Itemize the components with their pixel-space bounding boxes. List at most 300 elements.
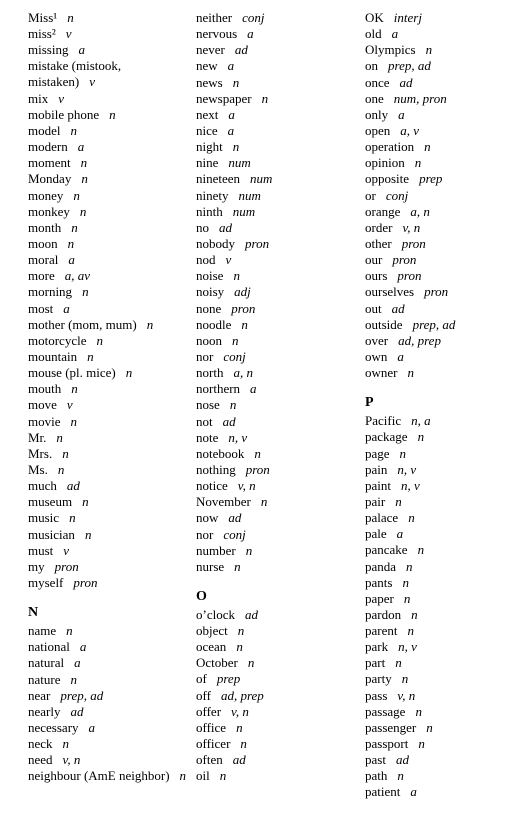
- word-entry: [28, 397, 188, 413]
- entry-word: mistake (mistook, mistaken): [28, 58, 122, 90]
- word-entry: [28, 478, 188, 494]
- entry-part-of-speech: a: [77, 139, 85, 155]
- entry-part-of-speech: n: [79, 203, 87, 219]
- word-entry: [365, 494, 515, 510]
- word-entry: [365, 639, 515, 655]
- entry-word: or: [365, 187, 376, 203]
- word-entry: [28, 252, 188, 268]
- entry-part-of-speech: n: [69, 510, 76, 526]
- entry-part-of-speech: ad: [66, 478, 80, 494]
- entry-word: Mrs.: [28, 445, 53, 461]
- entry-part-of-speech: conj: [385, 187, 409, 203]
- entry-part-of-speech: v: [58, 90, 65, 106]
- entry-word: pale: [365, 526, 387, 542]
- entry-word: pair: [365, 493, 386, 509]
- entry-word: page: [365, 445, 390, 461]
- entry-part-of-speech: pron: [231, 300, 256, 316]
- word-entry: [28, 268, 188, 284]
- entry-word: one: [365, 90, 384, 106]
- entry-word: music: [28, 510, 60, 526]
- entry-word: noisy: [196, 284, 225, 300]
- word-entry: [28, 414, 188, 430]
- entry-part-of-speech: n: [418, 736, 425, 752]
- entry-part-of-speech: n: [84, 526, 92, 542]
- entry-word: past: [365, 752, 386, 768]
- entry-part-of-speech: v, n: [231, 703, 249, 719]
- section-heading: O: [196, 588, 207, 604]
- entry-word: neighbour (AmE neighbor): [28, 768, 170, 784]
- word-entry: [196, 333, 356, 349]
- entry-part-of-speech: a, n: [410, 203, 430, 219]
- entry-part-of-speech: v: [63, 542, 70, 558]
- entry-part-of-speech: n: [424, 139, 431, 155]
- word-entry: [28, 752, 188, 768]
- entry-part-of-speech: a: [228, 106, 235, 122]
- entry-word: Mr.: [28, 429, 47, 445]
- word-entry: [365, 91, 515, 107]
- entry-part-of-speech: n: [57, 461, 65, 477]
- entry-word: package: [365, 429, 408, 445]
- word-entry: [28, 623, 188, 639]
- entry-part-of-speech: n: [179, 768, 187, 784]
- entry-part-of-speech: n: [407, 623, 414, 639]
- word-entry: [28, 430, 188, 446]
- entry-part-of-speech: n: [56, 429, 63, 445]
- section-heading: N: [28, 605, 39, 621]
- entry-part-of-speech: n: [232, 139, 240, 155]
- entry-word: often: [196, 752, 223, 768]
- entry-part-of-speech: n: [417, 542, 425, 558]
- entry-word: nurse: [196, 558, 225, 574]
- entry-part-of-speech: prep: [216, 671, 241, 687]
- entry-word: our: [365, 252, 383, 268]
- entry-part-of-speech: n: [425, 42, 433, 58]
- word-entry: [28, 688, 188, 704]
- entry-word: none: [196, 300, 222, 316]
- entry-word: notice: [196, 478, 228, 494]
- entry-part-of-speech: a: [391, 26, 399, 42]
- entry-part-of-speech: ad: [70, 703, 84, 719]
- word-entry: [365, 252, 515, 268]
- entry-word: must: [28, 542, 54, 558]
- entry-part-of-speech: n, v: [397, 461, 417, 477]
- entry-word: mouse (pl. mice): [28, 365, 116, 381]
- entry-part-of-speech: n: [406, 558, 413, 574]
- entry-word: night: [196, 139, 223, 155]
- entry-part-of-speech: n: [67, 10, 74, 25]
- entry-word: nor: [196, 348, 214, 364]
- entry-word: Olympics: [365, 42, 416, 58]
- entry-part-of-speech: v: [225, 252, 232, 268]
- word-entry: [365, 607, 515, 623]
- entry-word: miss²: [28, 26, 56, 42]
- entry-word: motorcycle: [28, 332, 87, 348]
- entry-word: natural: [28, 655, 65, 671]
- word-entry: [365, 317, 515, 333]
- entry-word: newspaper: [196, 90, 252, 106]
- word-entry: [196, 365, 356, 381]
- entry-part-of-speech: n: [71, 381, 78, 397]
- word-entry: [196, 736, 356, 752]
- entry-word: north: [196, 365, 224, 381]
- word-entry: [365, 623, 515, 639]
- entry-part-of-speech: a, n: [233, 365, 253, 381]
- entry-word: mouth: [28, 381, 62, 397]
- entry-part-of-speech: adj: [234, 284, 251, 300]
- entry-part-of-speech: n: [415, 703, 422, 719]
- word-entry: [365, 510, 515, 526]
- word-entry: [365, 42, 515, 58]
- entry-word: new: [196, 58, 218, 74]
- entry-part-of-speech: n: [82, 284, 89, 300]
- entry-part-of-speech: n: [395, 655, 402, 671]
- entry-word: money: [28, 187, 64, 203]
- entry-part-of-speech: n: [408, 510, 415, 526]
- entry-word: part: [365, 655, 386, 671]
- entry-part-of-speech: n: [109, 106, 116, 122]
- entry-part-of-speech: n: [407, 365, 414, 381]
- entry-word: movie: [28, 413, 61, 429]
- entry-word: order: [365, 219, 393, 235]
- word-entry: [196, 543, 356, 559]
- entry-word: nice: [196, 122, 218, 138]
- word-entry: [196, 349, 356, 365]
- word-entry: [28, 559, 188, 575]
- word-entry: [28, 301, 188, 317]
- entry-part-of-speech: n: [247, 655, 255, 671]
- entry-part-of-speech: a, v: [400, 122, 420, 138]
- word-entry: [28, 462, 188, 478]
- entry-word: opposite: [365, 171, 410, 187]
- word-entry: [365, 10, 515, 26]
- entry-part-of-speech: ad: [391, 300, 405, 316]
- entry-word: oil: [196, 768, 210, 784]
- entry-word: national: [28, 639, 70, 655]
- entry-part-of-speech: n: [237, 623, 245, 639]
- entry-word: park: [365, 639, 389, 655]
- word-entry: [365, 58, 515, 74]
- entry-part-of-speech: n: [70, 123, 77, 138]
- entry-word: October: [196, 655, 238, 671]
- entry-word: passport: [365, 736, 409, 752]
- entry-part-of-speech: n: [426, 719, 433, 735]
- word-entry: [28, 639, 188, 655]
- word-entry: [365, 155, 515, 171]
- entry-part-of-speech: a: [397, 348, 404, 364]
- word-entry: [196, 430, 356, 446]
- entry-word: monkey: [28, 203, 70, 219]
- word-entry: [196, 688, 356, 704]
- entry-word: orange: [365, 203, 401, 219]
- entry-part-of-speech: pron: [401, 235, 426, 251]
- word-entry: [196, 559, 356, 575]
- word-entry: [196, 623, 356, 639]
- entry-part-of-speech: n: [417, 429, 425, 445]
- word-entry: [365, 236, 515, 252]
- entry-part-of-speech: a: [410, 784, 417, 800]
- entry-part-of-speech: conj: [242, 10, 265, 25]
- entry-word: number: [196, 542, 236, 558]
- word-entry: [365, 107, 515, 123]
- word-entry: [28, 349, 188, 365]
- entry-word: neither: [196, 10, 233, 25]
- entry-word: panda: [365, 558, 397, 574]
- entry-word: nine: [196, 155, 219, 171]
- word-entry: [196, 768, 356, 784]
- entry-word: palace: [365, 510, 399, 526]
- entry-word: Monday: [28, 171, 72, 187]
- entry-part-of-speech: ad: [228, 510, 242, 526]
- word-entry: [28, 58, 188, 90]
- entry-word: over: [365, 332, 389, 348]
- word-entry: [196, 671, 356, 687]
- entry-word: offer: [196, 703, 222, 719]
- word-entry: [365, 720, 515, 736]
- word-entry: [196, 510, 356, 526]
- entry-word: passenger: [365, 719, 417, 735]
- entry-part-of-speech: a: [63, 300, 70, 316]
- word-entry: [196, 220, 356, 236]
- entry-word: pain: [365, 461, 388, 477]
- entry-word: paper: [365, 590, 394, 606]
- word-entry: [196, 188, 356, 204]
- entry-part-of-speech: pron: [245, 235, 270, 251]
- entry-part-of-speech: n: [261, 90, 269, 106]
- entry-part-of-speech: n: [62, 445, 69, 461]
- word-entry: [196, 639, 356, 655]
- entry-part-of-speech: n: [236, 719, 243, 735]
- entry-word: Miss¹: [28, 10, 58, 25]
- word-entry: [365, 204, 515, 220]
- entry-word: on: [365, 58, 378, 74]
- section-heading: P: [365, 395, 374, 411]
- entry-word: OK: [365, 10, 384, 25]
- entry-word: noise: [196, 268, 224, 284]
- entry-word: ours: [365, 268, 388, 284]
- word-entry: [365, 704, 515, 720]
- entry-part-of-speech: ad: [395, 752, 409, 768]
- entry-word: much: [28, 478, 57, 494]
- word-entry: [28, 139, 188, 155]
- entry-part-of-speech: a: [227, 58, 235, 74]
- word-entry: [28, 123, 188, 139]
- entry-word: nature: [28, 671, 61, 687]
- entry-word: mother (mom, mum): [28, 316, 137, 332]
- entry-part-of-speech: interj: [393, 10, 422, 25]
- word-entry: [365, 301, 515, 317]
- word-entry: [365, 188, 515, 204]
- entry-part-of-speech: n: [236, 639, 243, 655]
- entry-word: other: [365, 235, 392, 251]
- entry-part-of-speech: n: [73, 187, 80, 203]
- entry-part-of-speech: n, v: [228, 429, 248, 445]
- word-entry: [365, 671, 515, 687]
- word-entry: [196, 414, 356, 430]
- entry-part-of-speech: a: [396, 526, 404, 542]
- entry-part-of-speech: n: [395, 493, 402, 509]
- word-entry: [365, 75, 515, 91]
- entry-word: modern: [28, 139, 68, 155]
- entry-word: only: [365, 106, 389, 122]
- entry-word: parent: [365, 623, 398, 639]
- entry-word: morning: [28, 284, 73, 300]
- entry-part-of-speech: n: [125, 365, 133, 381]
- entry-word: pass: [365, 687, 388, 703]
- word-entry: [365, 575, 515, 591]
- entry-word: own: [365, 348, 388, 364]
- word-entry: [196, 607, 356, 623]
- entry-part-of-speech: n: [229, 397, 237, 413]
- entry-word: officer: [196, 736, 231, 752]
- entry-word: need: [28, 752, 53, 768]
- word-column-3: [365, 10, 515, 801]
- entry-part-of-speech: a, av: [64, 268, 90, 284]
- entry-part-of-speech: a: [227, 122, 235, 138]
- word-entry: [196, 301, 356, 317]
- entry-word: next: [196, 106, 219, 122]
- word-entry: [28, 333, 188, 349]
- entry-part-of-speech: n: [232, 74, 240, 90]
- word-entry: [28, 317, 188, 333]
- entry-part-of-speech: n: [402, 574, 409, 590]
- entry-part-of-speech: n: [233, 268, 240, 284]
- entry-part-of-speech: n: [62, 736, 70, 752]
- word-entry: [196, 381, 356, 397]
- entry-part-of-speech: n: [82, 494, 89, 510]
- entry-word: nearly: [28, 703, 61, 719]
- entry-part-of-speech: n: [96, 332, 103, 348]
- word-entry: [196, 752, 356, 768]
- word-entry: [28, 171, 188, 187]
- entry-part-of-speech: n: [401, 671, 409, 687]
- entry-part-of-speech: n: [399, 445, 407, 461]
- entry-part-of-speech: v, n: [237, 478, 256, 494]
- word-entry: [365, 139, 515, 155]
- entry-part-of-speech: n: [67, 235, 75, 251]
- entry-part-of-speech: ad, prep: [220, 687, 264, 703]
- entry-word: noon: [196, 332, 222, 348]
- entry-word: ninth: [196, 203, 223, 219]
- entry-word: mix: [28, 90, 49, 106]
- word-entry: [28, 284, 188, 300]
- entry-word: no: [196, 219, 209, 235]
- word-entry: [196, 284, 356, 300]
- entry-word: o’clock: [196, 606, 235, 622]
- entry-part-of-speech: v, n: [62, 752, 81, 768]
- entry-word: Ms.: [28, 461, 48, 477]
- entry-word: neck: [28, 736, 53, 752]
- entry-part-of-speech: pron: [397, 268, 422, 284]
- entry-word: necessary: [28, 719, 79, 735]
- entry-word: mobile phone: [28, 106, 100, 122]
- entry-word: operation: [365, 139, 415, 155]
- entry-word: moment: [28, 155, 71, 171]
- word-entry: [365, 688, 515, 704]
- word-entry: [196, 446, 356, 462]
- entry-part-of-speech: n: [146, 316, 154, 332]
- entry-part-of-speech: n: [71, 219, 78, 235]
- word-entry: [365, 591, 515, 607]
- entry-word: moon: [28, 235, 58, 251]
- entry-part-of-speech: n: [87, 348, 94, 364]
- entry-part-of-speech: prep, ad: [412, 316, 456, 332]
- entry-part-of-speech: pron: [392, 252, 417, 268]
- entry-part-of-speech: a: [79, 639, 87, 655]
- word-entry: [365, 446, 515, 462]
- entry-part-of-speech: n: [70, 413, 77, 429]
- word-entry: [196, 478, 356, 494]
- entry-word: nose: [196, 397, 220, 413]
- entry-part-of-speech: n: [81, 171, 88, 187]
- word-entry: [365, 123, 515, 139]
- entry-part-of-speech: v: [66, 397, 73, 413]
- entry-word: nineteen: [196, 171, 241, 187]
- entry-part-of-speech: prep, ad: [388, 58, 431, 74]
- entry-part-of-speech: ad: [244, 606, 258, 622]
- entry-part-of-speech: n: [234, 558, 241, 574]
- word-entry: [28, 188, 188, 204]
- word-entry: [28, 10, 188, 26]
- entry-part-of-speech: pron: [54, 558, 79, 574]
- entry-word: nervous: [196, 26, 238, 42]
- word-entry: [365, 736, 515, 752]
- entry-word: museum: [28, 494, 73, 510]
- entry-part-of-speech: n: [397, 768, 404, 784]
- entry-word: nod: [196, 252, 216, 268]
- word-entry: [28, 575, 188, 591]
- entry-word: object: [196, 623, 228, 639]
- entry-word: party: [365, 671, 392, 687]
- word-entry: [28, 381, 188, 397]
- entry-part-of-speech: a: [74, 655, 81, 671]
- entry-part-of-speech: n: [219, 768, 227, 784]
- entry-part-of-speech: ad, prep: [398, 332, 441, 348]
- entry-word: note: [196, 429, 219, 445]
- entry-part-of-speech: n: [411, 606, 418, 622]
- entry-word: northern: [196, 381, 241, 397]
- entry-part-of-speech: n, a: [411, 413, 431, 429]
- entry-part-of-speech: ad: [234, 42, 248, 58]
- word-entry: [28, 220, 188, 236]
- word-entry: [365, 526, 515, 542]
- entry-part-of-speech: a: [68, 252, 75, 268]
- word-entry: [196, 10, 356, 26]
- entry-word: nobody: [196, 235, 235, 251]
- entry-part-of-speech: conj: [223, 526, 246, 542]
- word-entry: [196, 42, 356, 58]
- entry-part-of-speech: n, v: [398, 639, 417, 655]
- entry-part-of-speech: ad: [232, 752, 246, 768]
- entry-word: pants: [365, 574, 393, 590]
- word-entry: [196, 139, 356, 155]
- entry-word: nor: [196, 526, 214, 542]
- entry-part-of-speech: n: [260, 494, 268, 510]
- entry-part-of-speech: v: [65, 26, 72, 42]
- word-entry: [365, 171, 515, 187]
- entry-part-of-speech: ad: [219, 219, 232, 235]
- entry-part-of-speech: conj: [223, 348, 246, 364]
- word-entry: [196, 171, 356, 187]
- entry-word: Pacific: [365, 413, 402, 429]
- entry-word: news: [196, 74, 223, 90]
- entry-part-of-speech: prep, ad: [60, 687, 104, 703]
- entry-part-of-speech: a: [88, 719, 96, 735]
- entry-word: ourselves: [365, 284, 415, 300]
- word-entry: [196, 704, 356, 720]
- word-entry: [365, 542, 515, 558]
- entry-part-of-speech: ad: [222, 413, 236, 429]
- word-entry: [365, 220, 515, 236]
